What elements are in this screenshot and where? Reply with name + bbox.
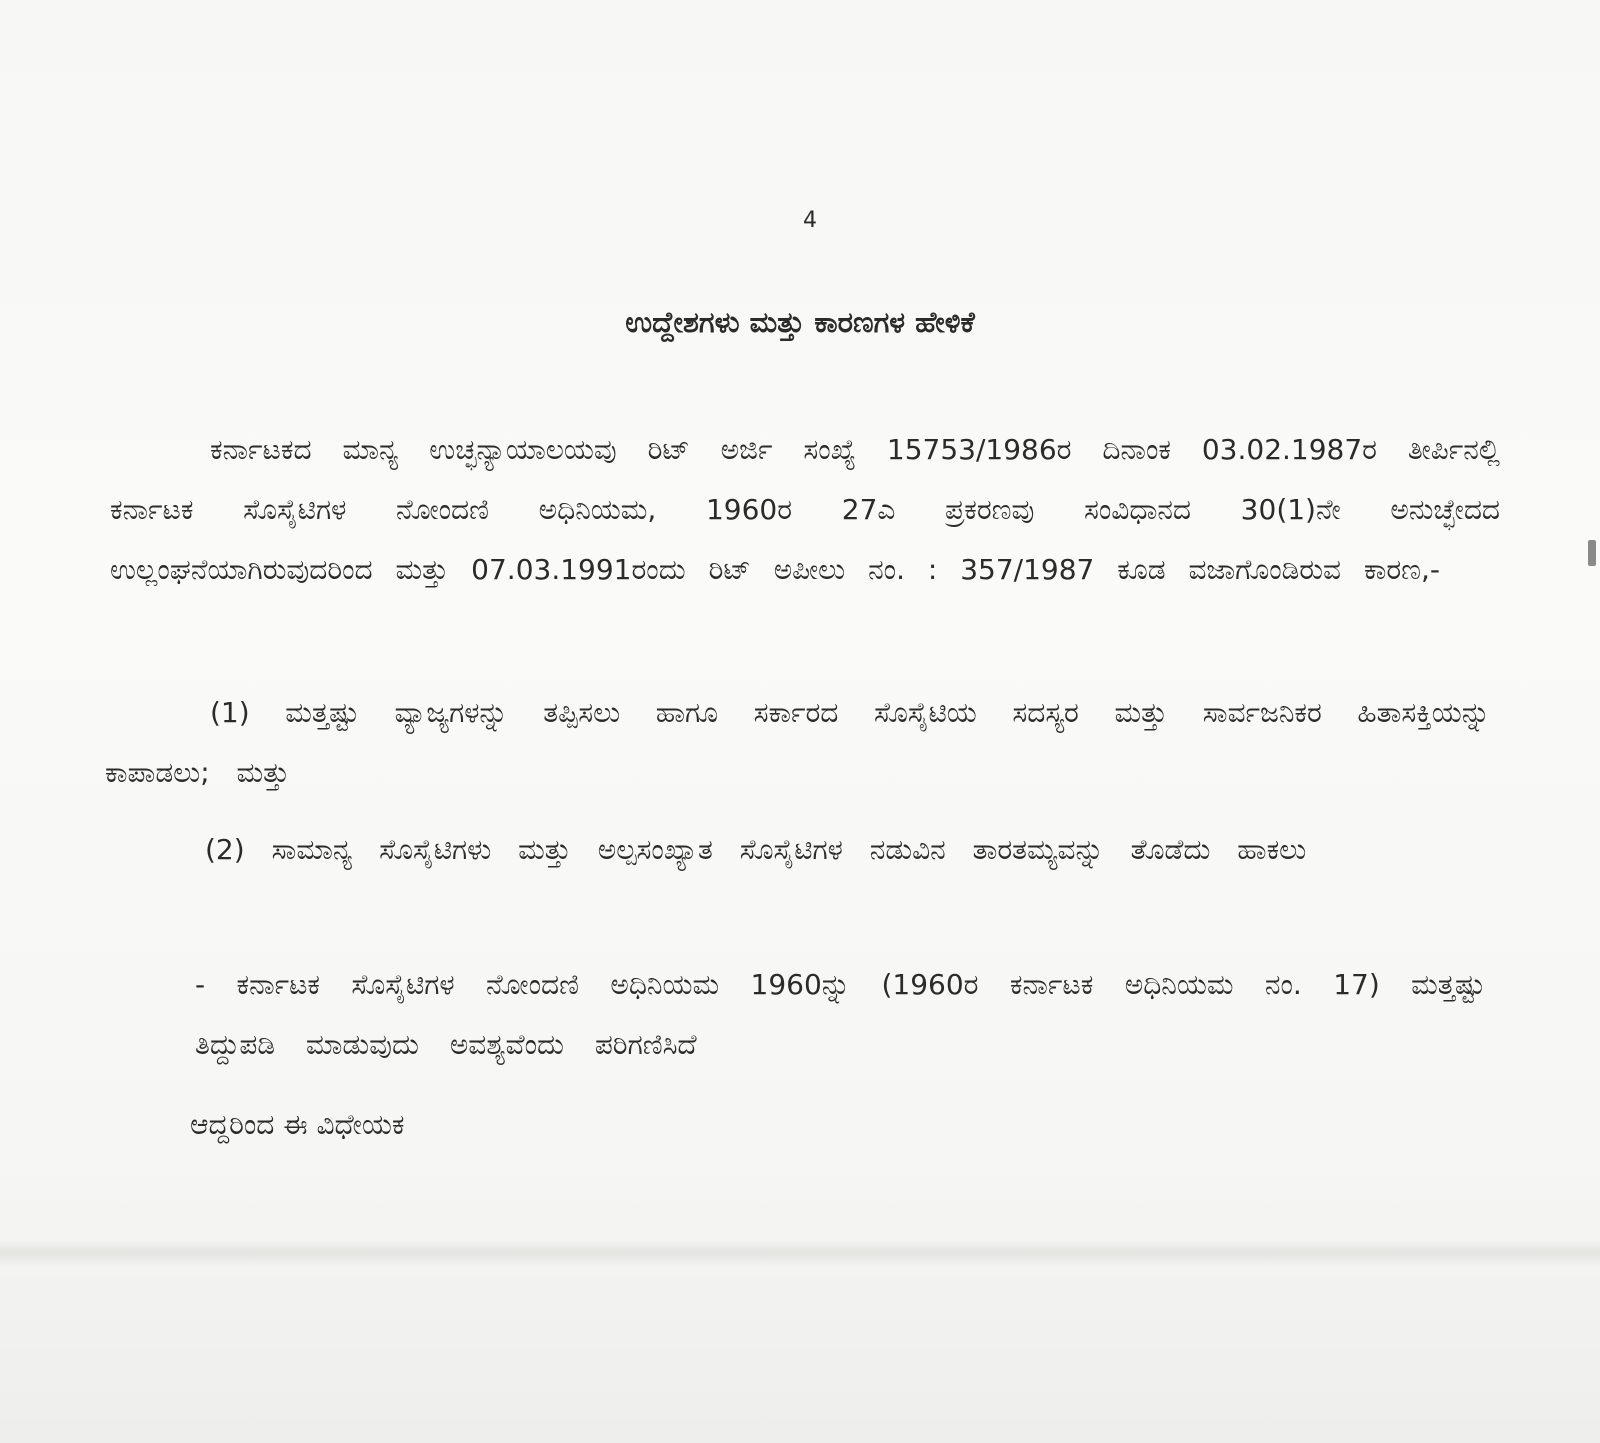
dash-item-paragraph: - ಕರ್ನಾಟಕ ಸೊಸೈಟಿಗಳ ನೋಂದಣಿ ಅಧಿನಿಯಮ 1960ನ್ನು (1960ರ ಕರ್ನಾಟಕ ಅಧಿನಿಯಮ ನಂ. 17) ಮತ್ತಷ್ಟು ತಿದ್ದುಪಡಿ ಮಾಡುವುದು ಅವಶ್ಯವೆಂದು ಪರಿಗಣಿಸಿದೆ bbox=[195, 968, 1485, 1061]
page-number: 4 bbox=[803, 208, 817, 233]
document-heading: ಉದ್ದೇಶಗಳು ಮತ್ತು ಕಾರಣಗಳ ಹೇಳಿಕೆ bbox=[625, 305, 975, 339]
intro-paragraph: ಕರ್ನಾಟಕದ ಮಾನ್ಯ ಉಚ್ಛನ್ಯಾಯಾಲಯವು ರಿಟ್ ಅರ್ಜಿ ಸಂಖ್ಯೆ 15753/1986ರ ದಿನಾಂಕ 03.02.1987ರ ತೀರ್ಪಿನಲ್ಲಿ ಕರ್ನಾಟಕ ಸೊಸೈಟಿಗಳ ನೋಂದಣಿ ಅಧಿನಿಯಮ, 1960ರ 27ಎ ಪ್ರಕರಣವು ಸಂವಿಧಾನದ 30(1)ನೇ ಅನುಚ್ಛೇದದ ಉಲ್ಲಂಘನೆಯಾಗಿರುವುದರಿಂದ ಮತ್ತು 07.03.1991ರಂದು ರಿಟ್ ಅಪೀಲು ನಂ. : 357/1987 ಕೂಡ ವಜಾಗೊಂಡಿರುವ ಕಾರಣ,- bbox=[110, 433, 1500, 586]
list-item-2: (2) ಸಾಮಾನ್ಯ ಸೊಸೈಟಿಗಳು ಮತ್ತು ಅಲ್ಪಸಂಖ್ಯಾತ ಸೊಸೈಟಿಗಳ ನಡುವಿನ ತಾರತಮ್ಯವನ್ನು ತೊಡೆದು ಹಾಕಲು bbox=[205, 833, 1307, 866]
closing-line: ಆದ್ದರಿಂದ ಈ ವಿಧೇಯಕ bbox=[190, 1108, 405, 1141]
list-item-1: (1) ಮತ್ತಷ್ಟು ವ್ಯಾಜ್ಯಗಳನ್ನು ತಪ್ಪಿಸಲು ಹಾಗೂ ಸರ್ಕಾರದ ಸೊಸೈಟಿಯ ಸದಸ್ಯರ ಮತ್ತು ಸಾರ್ವಜನಿಕರ ಹಿತಾಸಕ್ತಿಯನ್ನು ಕಾಪಾಡಲು; ಮತ್ತು bbox=[105, 696, 1490, 789]
paper-fold-shadow bbox=[0, 1240, 1600, 1266]
paper-edge-mark bbox=[1588, 540, 1596, 566]
